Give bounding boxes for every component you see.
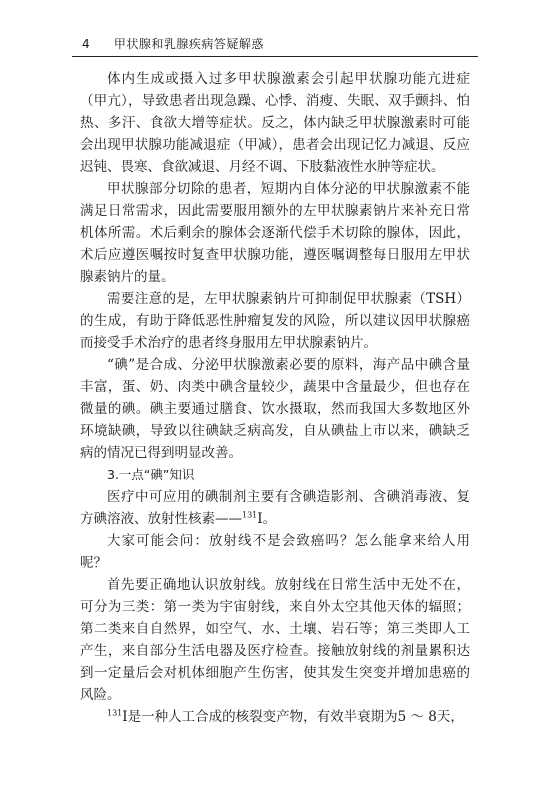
paragraph-iodine-preparations — [80, 486, 470, 530]
paragraph-radiation-sources: 首先要正确地认识放射线。放射线在日常生活中无处不在，可分为三类：第一类为宇宙射线，来自外太空其他天体的辐照；第二类来自自然界，如空气、水、土壤、岩石等；第三类即人工产生，来自部分生活电器及医疗检查。接触放射线的剂量累积达到一定量后会对机体细胞产生伤害，使其发生突变并增加患癌的风险。 — [80, 577, 470, 703]
isotope-symbol: I。 — [257, 511, 277, 527]
iodine-preparations-text: 医疗中可应用的碘制剂主要有含碘造影剂、含碘消毒液、复方碘溶液、放射性核素—— — [80, 489, 470, 527]
page-header — [72, 34, 478, 57]
paragraph-thyroidectomy: 甲状腺部分切除的患者，短期内自体分泌的甲状腺激素不能满足日常需求，因此需要服用额外的左甲状腺素钠片来补充日常机体所需。术后剩余的腺体会逐渐代偿手术切除的腺体，因此，术后应遵医嘱按时复查甲状腺功能，遵医嘱调整每日服用左甲状腺素钠片的量。 — [80, 181, 470, 285]
paragraph-iodine-sources: “碘”是合成、分泌甲状腺激素必要的原料，海产品中碘含量丰富，蛋、奶、肉类中碘含量较少，蔬果中含量最少，但也存在微量的碘。碘主要通过膳食、饮水摄取，然而我国大多数地区外环境缺碘，导致以往碘缺乏病高发，自从碘盐上市以来，碘缺乏病的情况已得到明显改善。 — [80, 357, 470, 461]
page-number: 4 — [82, 37, 90, 51]
paragraph-hyperthyroidism: 体内生成或摄入过多甲状腺激素会引起甲状腺功能亢进症（甲亢），导致患者出现急躁、心悸、消瘦、失眠、双手颤抖、怕热、多汗、食欲大增等症状。反之，体内缺乏甲状腺激素时可能会出现甲状腺功能减退症（甲减），患者会出现记忆力减退、反应迟钝、畏寒、食欲减退、月经不调、下肢黏液性水肿等症状。 — [80, 71, 470, 175]
page-body — [80, 68, 470, 728]
paragraph-i131-halflife — [80, 706, 470, 728]
running-title: 甲状腺和乳腺疾病答疑解惑 — [113, 37, 264, 51]
isotope-mass-number-2: 131 — [107, 708, 123, 718]
section-heading: 3.一点“碘”知识 — [107, 467, 195, 482]
paragraph-radiation-question: 大家可能会问：放射线不是会致癌吗？怎么能拿来给人用呢？ — [80, 533, 470, 571]
isotope-mass-number: 131 — [242, 510, 258, 520]
i131-halflife-text: I是一种人工合成的核裂变产物，有效半衰期为5 ～ 8天， — [122, 709, 464, 725]
paragraph-tsh-suppression: 需要注意的是，左甲状腺素钠片可抑制促甲状腺素（TSH）的生成，有助于降低恶性肿瘤复发的风险，所以建议因甲状腺癌而接受手术治疗的患者终身服用左甲状腺素钠片。 — [80, 291, 470, 351]
